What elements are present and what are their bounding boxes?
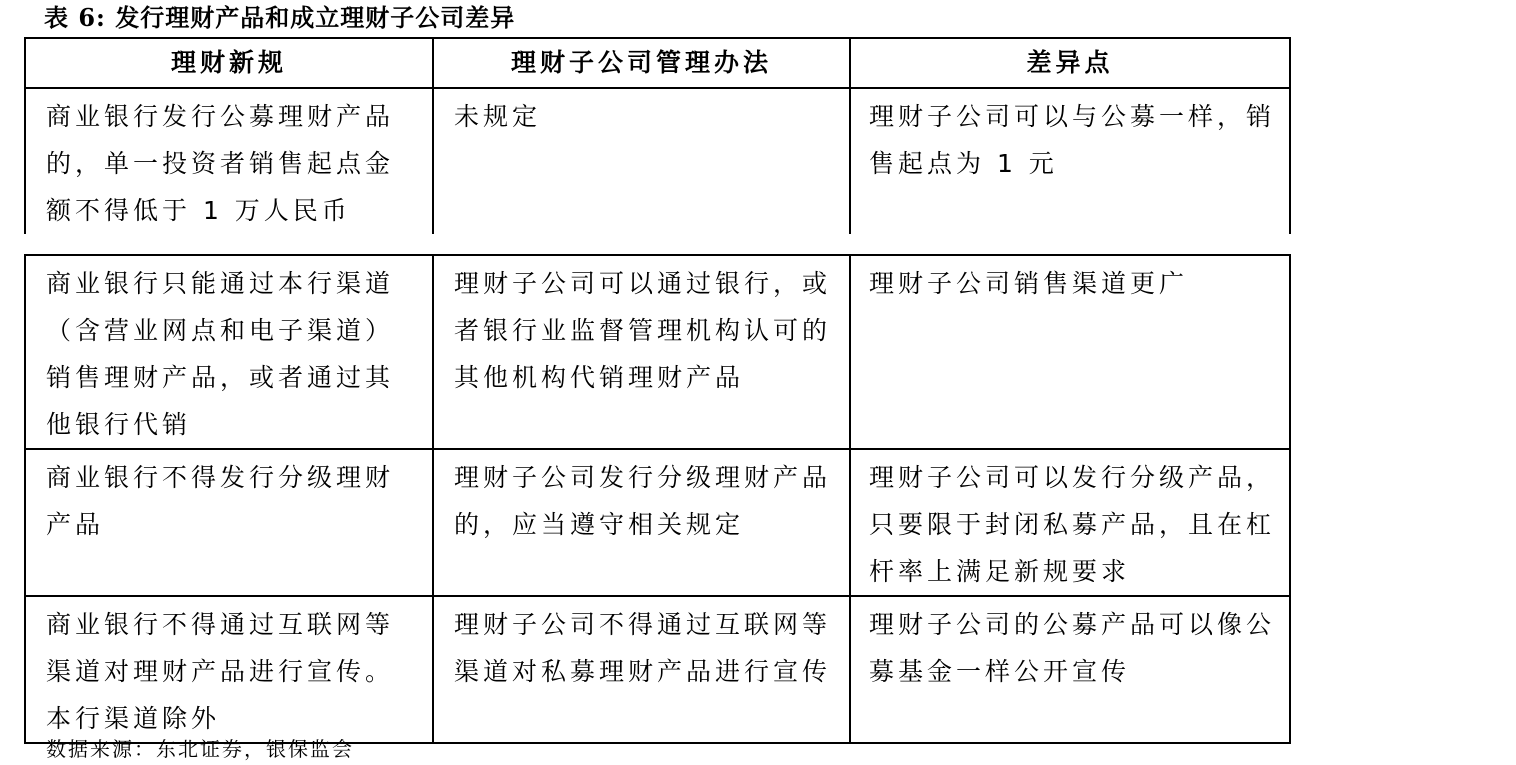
cell-differences: 理财子公司销售渠道更广 bbox=[850, 255, 1290, 449]
table-row bbox=[25, 596, 1290, 743]
comparison-table-part-2 bbox=[24, 254, 1291, 744]
cell-differences: 理财子公司可以发行分级产品，只要限于封闭私募产品，且在杠杆率上满足新规要求 bbox=[850, 449, 1290, 596]
cell-differences: 理财子公司的公募产品可以像公募基金一样公开宣传 bbox=[850, 596, 1290, 743]
comparison-table-part-1 bbox=[24, 37, 1291, 234]
source-note: 数据来源：东北证券，银保监会 bbox=[46, 737, 354, 761]
cell-new-rules: 商业银行不得通过互联网等渠道对理财产品进行宣传。本行渠道除外 bbox=[25, 596, 433, 743]
cell-new-rules: 商业银行不得发行分级理财产品 bbox=[25, 449, 433, 596]
table-row bbox=[25, 88, 1290, 234]
cell-subsidiary-rules: 未规定 bbox=[433, 88, 850, 234]
cell-new-rules: 商业银行发行公募理财产品的，单一投资者销售起点金额不得低于 1 万人民币 bbox=[25, 88, 433, 234]
cell-subsidiary-rules: 理财子公司可以通过银行，或者银行业监督管理机构认可的其他机构代销理财产品 bbox=[433, 255, 850, 449]
table-row bbox=[25, 255, 1290, 449]
cell-subsidiary-rules: 理财子公司发行分级理财产品的，应当遵守相关规定 bbox=[433, 449, 850, 596]
cell-subsidiary-rules: 理财子公司不得通过互联网等渠道对私募理财产品进行宣传 bbox=[433, 596, 850, 743]
cell-differences: 理财子公司可以与公募一样，销售起点为 1 元 bbox=[850, 88, 1290, 234]
table-title: 表 6: 发行理财产品和成立理财子公司差异 bbox=[44, 3, 516, 32]
table-header-row bbox=[25, 38, 1290, 88]
header-differences: 差异点 bbox=[850, 38, 1290, 88]
cell-new-rules: 商业银行只能通过本行渠道（含营业网点和电子渠道）销售理财产品，或者通过其他银行代销 bbox=[25, 255, 433, 449]
table-row bbox=[25, 449, 1290, 596]
header-subsidiary-rules: 理财子公司管理办法 bbox=[433, 38, 850, 88]
header-new-rules: 理财新规 bbox=[25, 38, 433, 88]
